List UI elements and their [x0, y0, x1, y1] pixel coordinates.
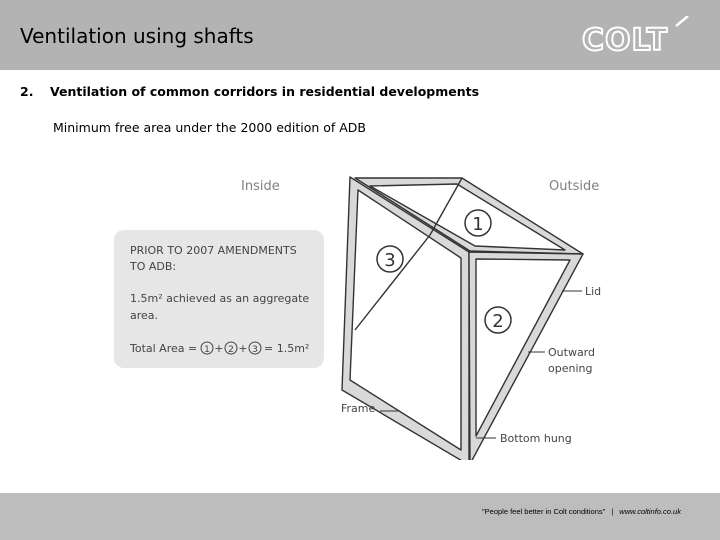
footer-separator: | — [611, 507, 614, 516]
footer-text — [482, 507, 681, 516]
subtitle: Minimum free area under the 2000 edition of ADB — [53, 120, 367, 135]
marker-3-num: 3 — [384, 250, 396, 271]
outward-label-line2: opening — [548, 362, 593, 375]
total-area-value: = 1.5m² — [264, 342, 310, 355]
inside-label: Inside — [241, 179, 280, 194]
total-marker-3-num: 3 — [252, 345, 258, 355]
colt-logo — [580, 16, 700, 58]
frame-label: Frame — [341, 402, 376, 415]
plus-sign-1: + — [214, 342, 224, 355]
logo-text: COLT — [582, 23, 669, 58]
header-bar — [0, 0, 720, 70]
bottom-hung-label: Bottom hung — [500, 432, 572, 445]
marker-2-num: 2 — [492, 311, 504, 332]
footer-bar — [0, 493, 720, 540]
info-line-1: PRIOR TO 2007 AMENDMENTS — [130, 244, 297, 257]
footer-tagline: "People feel better in Colt conditions" — [482, 507, 606, 516]
lid-hinge-edge — [430, 178, 462, 235]
window-diagram — [0, 160, 720, 460]
total-marker-2-num: 2 — [228, 345, 234, 355]
lid-label: Lid — [585, 285, 602, 298]
footer-url[interactable]: www.coltinfo.co.uk — [619, 507, 681, 516]
logo-accent — [676, 16, 688, 26]
plus-sign-2: + — [238, 342, 248, 355]
info-line-2: TO ADB: — [130, 260, 177, 273]
total-area-label: Total Area = — [130, 342, 198, 355]
page-title: Ventilation using shafts — [20, 24, 254, 48]
info-line-4: area. — [130, 309, 159, 322]
window-wireframe — [342, 177, 583, 460]
marker-1-num: 1 — [472, 214, 484, 235]
info-line-3: 1.5m² achieved as an aggregate — [130, 292, 310, 305]
outside-label: Outside — [549, 179, 600, 194]
section-number: 2. — [20, 84, 34, 99]
total-marker-1-num: 1 — [204, 345, 210, 355]
section-heading: Ventilation of common corridors in residential developments — [50, 84, 480, 99]
outward-label-line1: Outward — [548, 346, 595, 359]
window-frame — [342, 177, 469, 460]
